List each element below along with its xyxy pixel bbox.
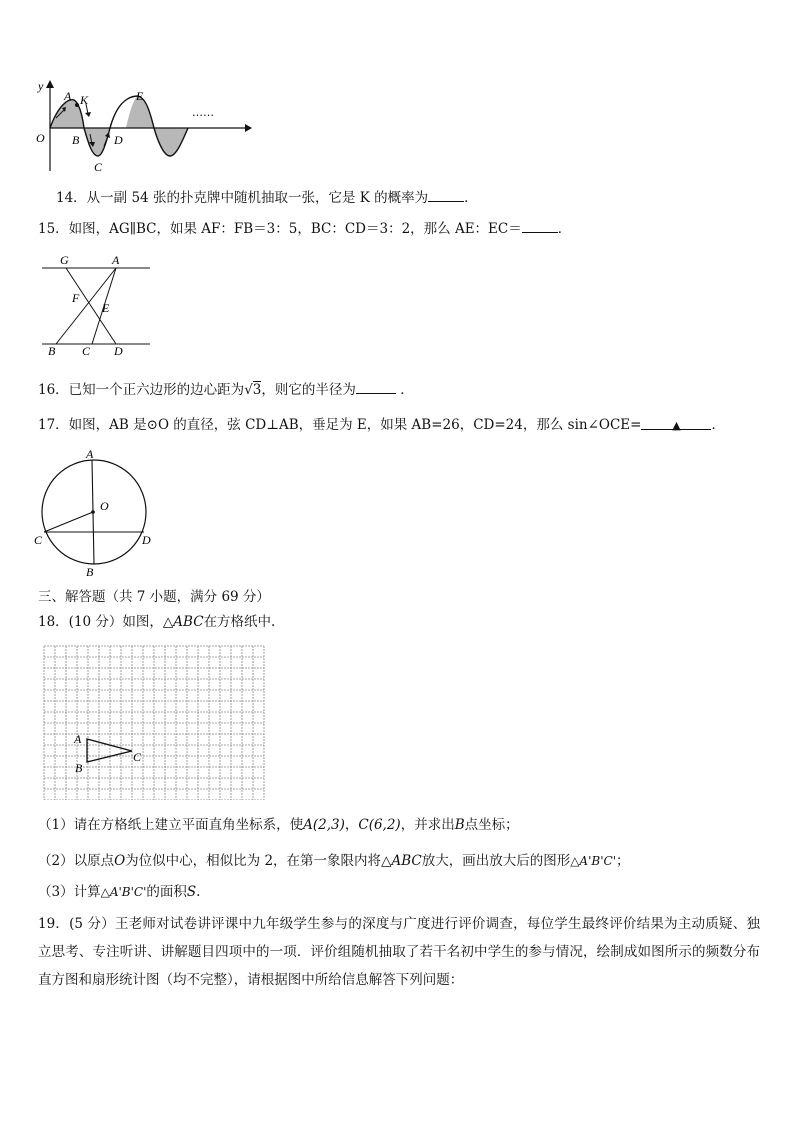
question-15: [38, 219, 571, 238]
sqrt-icon: √: [244, 382, 253, 398]
fig13-label-K: K: [80, 93, 89, 107]
fig13-dots: ……: [192, 106, 214, 119]
q14-end: ．: [464, 190, 478, 206]
q17-label-A: A: [86, 447, 94, 461]
q17-label-O: O: [100, 499, 109, 513]
q15-label-C: C: [82, 344, 91, 358]
fig13-label-D: D: [114, 133, 123, 147]
fig13-label-E: E: [136, 89, 144, 103]
q16-end: ．: [400, 382, 414, 398]
q15-label-F: F: [72, 291, 80, 305]
q15-answer-blank[interactable]: [522, 219, 558, 233]
q18-sub3-text2: 的面积: [146, 884, 187, 900]
q14-text: 14．从一副 54 张的扑克牌中随机抽取一张，它是 K 的概率为: [56, 190, 429, 206]
q18-area-S: S: [186, 884, 197, 900]
q18-subquestion-3: [38, 883, 200, 901]
q18-sub2-text: （2）以原点: [38, 853, 115, 869]
q18-label-A: A: [74, 732, 82, 746]
q16-text-before: 16．已知一个正六边形的边心距为: [38, 382, 245, 398]
q18-prefix: 18．(10 分）如图，: [38, 614, 163, 630]
q16-radicand: 3: [252, 382, 262, 398]
question-14: [56, 188, 478, 207]
q18-sub1-text: （1）请在方格纸上建立平面直角坐标系，使: [38, 817, 304, 833]
fig13-label-A: A: [64, 89, 72, 103]
q17-answer-blank[interactable]: [641, 416, 711, 430]
q14-answer-blank[interactable]: [428, 188, 464, 202]
q18-sub1-sep: ，: [344, 817, 359, 833]
q15-figure: [36, 252, 154, 358]
q15-label-A: A: [112, 253, 120, 267]
fig13-label-origin: O: [36, 131, 45, 145]
q17-label-D: D: [142, 533, 151, 547]
q16-text-after: ，则它的半径为: [261, 382, 356, 398]
q15-label-B: B: [48, 344, 56, 358]
q13-curve-figure: [30, 76, 255, 176]
q18-point-C: C(6,2): [358, 817, 401, 833]
grid-lines: [44, 646, 264, 800]
q18-point-A: A(2,3): [303, 817, 345, 833]
q17-circle-figure: [30, 446, 160, 580]
q18-sub3-end: .: [196, 884, 201, 900]
fig13-label-B: B: [72, 133, 80, 147]
q15-text: 15．如图，AG∥BC，如果 AF：FB＝3：5，BC：CD＝3：2，那么 AE：EC＝: [38, 221, 522, 237]
question-16: [38, 380, 414, 399]
q18-suffix: 在方格纸中.: [203, 614, 276, 630]
q15-label-E: E: [102, 301, 110, 315]
q17-answer-mark: ▲: [672, 419, 681, 432]
fig13-label-y: y: [38, 79, 44, 93]
q17-label-C: C: [34, 533, 43, 547]
q16-answer-blank[interactable]: [356, 380, 396, 394]
section-3-heading: 三、解答题（共 7 小题，满分 69 分）: [38, 589, 270, 605]
q17-end: ．: [711, 417, 725, 433]
q18-sub1-text3: 点坐标；: [464, 817, 519, 833]
q18-sub3-triangle: △A'B'C': [100, 885, 147, 899]
q18-label-C: C: [133, 750, 142, 764]
q17-label-B: B: [86, 565, 94, 579]
question-18: [38, 613, 275, 631]
q18-triangle: △ABC: [162, 614, 204, 630]
q17-text: 17．如图，AB 是⊙O 的直径，弦 CD⊥AB，垂足为 E，如果 AB=26，CD=24，那么 sin∠OCE=: [38, 417, 642, 433]
question-19: 19．(5 分）王老师对试卷讲评课中九年级学生参与的深度与广度进行评价调查，每位学生最终评价结果为主动质疑、独立思考、专注听讲、讲解题目四项中的一项．评价组随机抽取了若干名初中学生的参与情况，绘制成如图所示的频数分布直方图和扇形统计图（均不完整），请根据图中所给信息解答下列问题：: [38, 916, 760, 988]
q18-sub2-text2: 为位似中心，相似比为 2，在第一象限内将: [125, 853, 382, 869]
fig13-label-C: C: [94, 160, 103, 174]
q18-sub2-triangle-enlarged: △A'B'C': [570, 854, 616, 868]
q18-subquestion-1: [38, 816, 519, 834]
question-17: [38, 416, 725, 434]
q18-point-B: B: [454, 817, 465, 833]
q18-sub1-text2: ，并求出: [400, 817, 455, 833]
q18-sub3-text: （3）计算: [38, 884, 101, 900]
q18-sub2-triangle: △ABC: [381, 853, 422, 869]
q18-grid-paper: [40, 642, 266, 800]
q15-end: ．: [557, 221, 572, 237]
q18-origin-O: O: [114, 853, 126, 869]
q18-subquestion-2: [38, 852, 630, 870]
q18-label-B: B: [75, 761, 83, 775]
q15-label-G: G: [60, 253, 69, 267]
q15-label-D: D: [114, 344, 123, 358]
q18-sub2-text3: 放大，画出放大后的图形: [421, 853, 571, 869]
q18-sub2-end: ；: [616, 853, 630, 869]
